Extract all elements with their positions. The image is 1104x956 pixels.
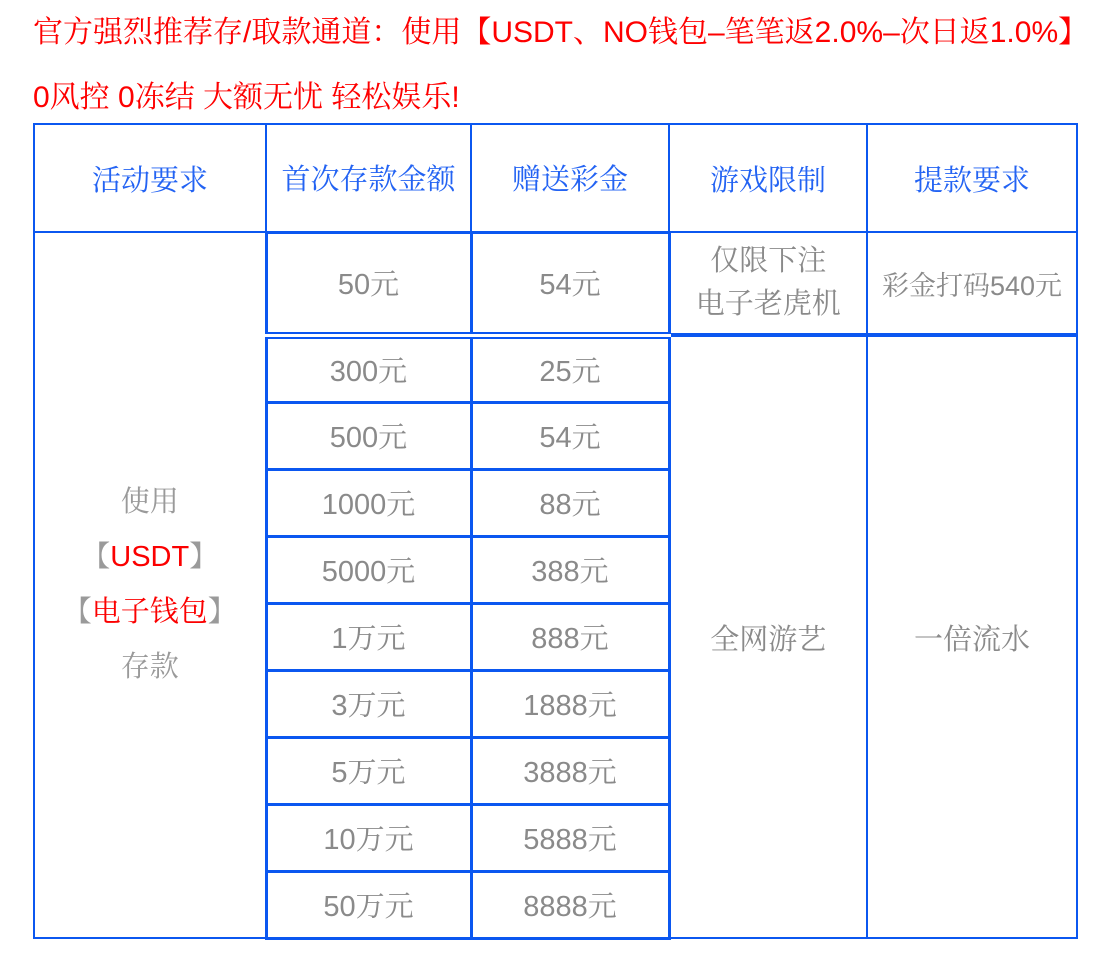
bonus-cell: 388元 bbox=[471, 536, 669, 603]
game-limit-merged-cell: 全网游艺 bbox=[669, 335, 867, 938]
game-limit-cell bbox=[669, 232, 867, 335]
activity-requirement-cell bbox=[34, 232, 266, 938]
bonus-cell: 88元 bbox=[471, 469, 669, 536]
activity-line-4: 存款 bbox=[120, 651, 179, 683]
bonus-cell: 5888元 bbox=[471, 804, 669, 871]
bonus-cell: 54元 bbox=[471, 232, 669, 335]
bracket-close: 】 bbox=[207, 596, 237, 628]
deposit-cell: 1万元 bbox=[266, 603, 471, 670]
header-first-deposit-amount: 首次存款金额 bbox=[266, 124, 471, 232]
deposit-cell: 50元 bbox=[266, 232, 471, 335]
activity-line-3 bbox=[35, 585, 265, 640]
promo-line-2: 0风控 0冻结 大额无忧 轻松娱乐! bbox=[33, 81, 460, 114]
header-withdraw-requirement: 提款要求 bbox=[867, 124, 1077, 232]
bracket-close: 】 bbox=[189, 541, 219, 573]
withdraw-merged-cell: 一倍流水 bbox=[867, 335, 1077, 938]
bracket-open: 【 bbox=[81, 541, 111, 573]
header-activity-requirement: 活动要求 bbox=[34, 124, 266, 232]
deposit-bonus-table bbox=[33, 123, 1078, 940]
bracket-open: 【 bbox=[62, 596, 92, 628]
game-limit-line-1: 仅限下注 bbox=[710, 245, 827, 277]
deposit-cell: 500元 bbox=[266, 402, 471, 469]
deposit-cell: 5万元 bbox=[266, 737, 471, 804]
ewallet-highlight: 电子钱包 bbox=[91, 596, 208, 628]
bonus-cell: 8888元 bbox=[471, 871, 669, 938]
bonus-cell: 1888元 bbox=[471, 670, 669, 737]
game-limit-line-2: 电子老虎机 bbox=[695, 288, 841, 320]
withdraw-requirement-cell: 彩金打码540元 bbox=[867, 232, 1077, 335]
bonus-cell: 54元 bbox=[471, 402, 669, 469]
deposit-cell: 1000元 bbox=[266, 469, 471, 536]
deposit-cell: 3万元 bbox=[266, 670, 471, 737]
usdt-highlight: USDT bbox=[110, 541, 190, 573]
activity-line-1: 使用 bbox=[120, 486, 179, 518]
bonus-cell: 25元 bbox=[471, 335, 669, 402]
activity-line-2 bbox=[35, 530, 265, 585]
promo-line-1: 官方强烈推荐存/取款通道：使用【USDT、NO钱包–笔笔返2.0%–次日返1.0%】 bbox=[33, 16, 1089, 49]
bonus-cell: 3888元 bbox=[471, 737, 669, 804]
deposit-cell: 300元 bbox=[266, 335, 471, 402]
header-game-limit: 游戏限制 bbox=[669, 124, 867, 232]
bonus-cell: 888元 bbox=[471, 603, 669, 670]
deposit-cell: 5000元 bbox=[266, 536, 471, 603]
table-header-row bbox=[34, 124, 1077, 232]
deposit-cell: 50万元 bbox=[266, 871, 471, 938]
deposit-cell: 10万元 bbox=[266, 804, 471, 871]
header-bonus: 赠送彩金 bbox=[471, 124, 669, 232]
table-row bbox=[34, 232, 1077, 335]
